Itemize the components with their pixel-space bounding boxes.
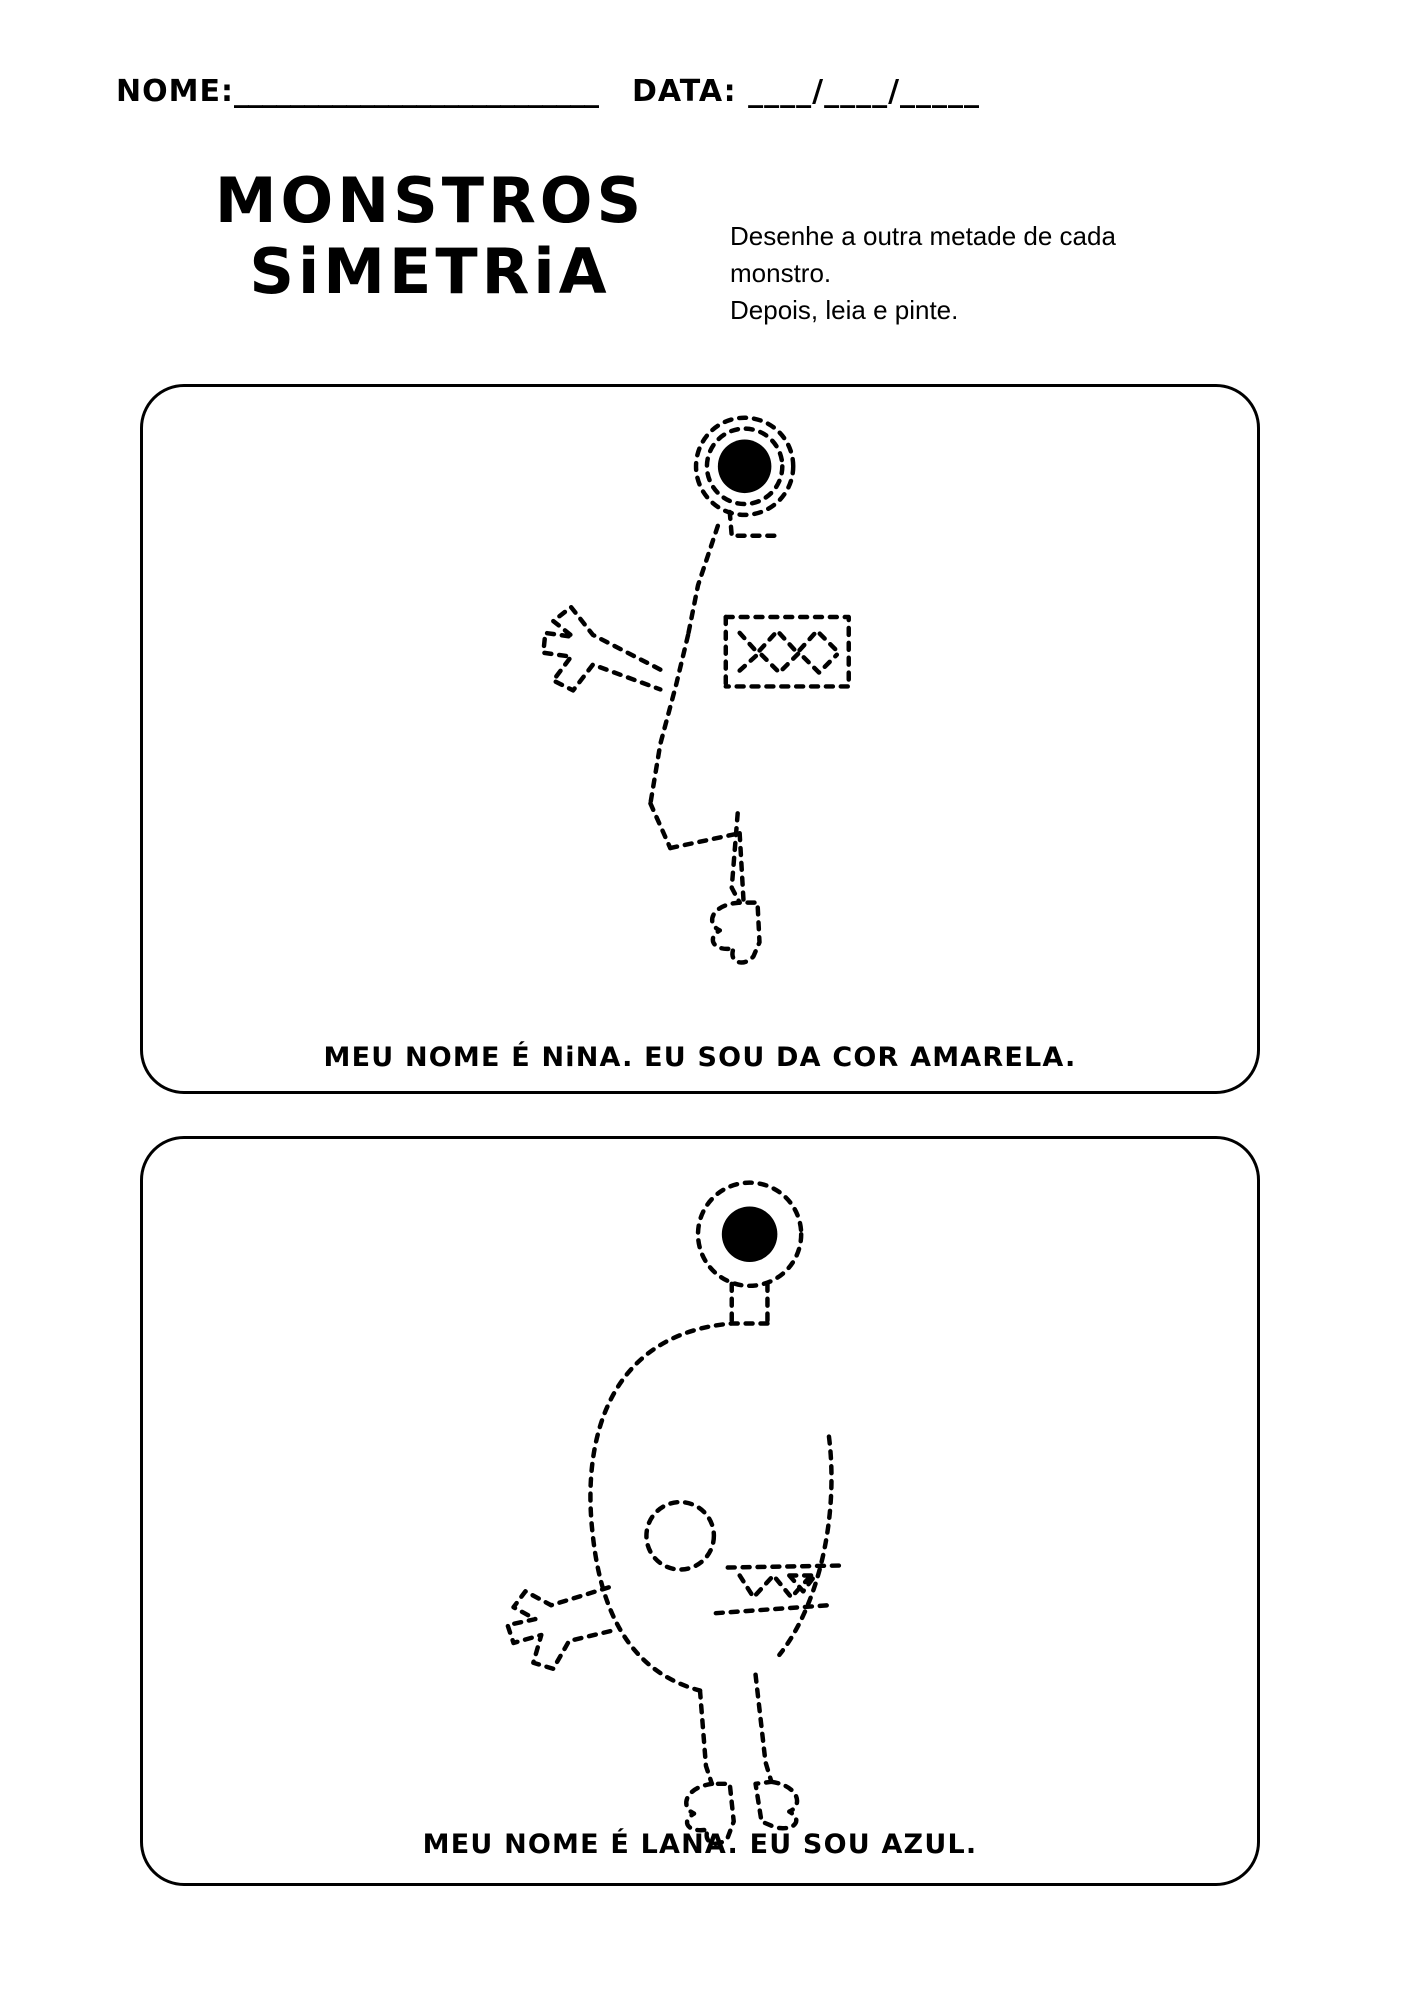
monster-lana-drawing	[143, 1139, 1257, 1883]
activity-card-lana[interactable]	[140, 1136, 1260, 1886]
date-field[interactable]: DATA: ____/____/_____	[631, 74, 981, 109]
instruction-line-2: monstro.	[730, 257, 832, 288]
activity-card-nina[interactable]	[140, 384, 1260, 1094]
title-line-1: MONSTROS	[214, 164, 646, 237]
monster-nina-pupil	[718, 440, 772, 494]
instruction-line-1: Desenhe a outra metade de cada	[730, 221, 1116, 251]
name-write-line[interactable]: __________________________	[233, 74, 598, 109]
monster-nina-drawing	[143, 387, 1257, 1091]
monster-lana-pupil	[722, 1206, 778, 1262]
student-header	[116, 74, 1316, 109]
instruction-line-3: Depois, leia e pinte.	[730, 294, 959, 325]
name-label: NOME:	[116, 74, 234, 109]
card-caption-lana: MEU NOME É LANA. EU SOU AZUL.	[422, 1829, 978, 1860]
instructions-block	[730, 218, 1250, 329]
page-title	[150, 164, 710, 309]
title-line-2: SiMETRiA	[249, 235, 611, 309]
card-caption-nina: MEU NOME É NiNA. EU SOU DA COR AMARELA.	[323, 1042, 1077, 1073]
